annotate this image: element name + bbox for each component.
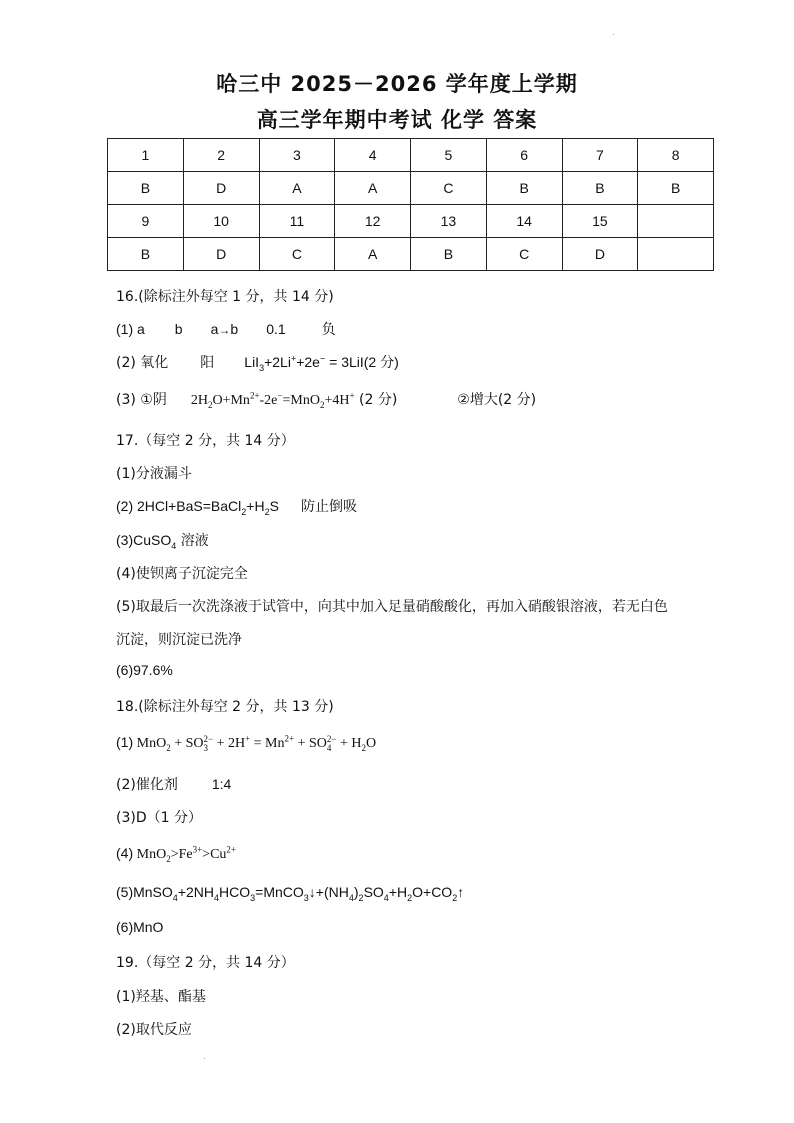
question-number-cell: 1: [108, 139, 184, 172]
question-number-cell: 9: [108, 205, 184, 238]
eq-part: =MnO: [282, 393, 320, 408]
eq-part: O: [365, 736, 377, 751]
answer-cell: B: [486, 172, 562, 205]
eq-sub: 2: [207, 399, 213, 410]
eq-sub: 2: [241, 506, 247, 517]
q18-2-ratio: 1:4: [211, 776, 232, 792]
q16-2-yang: 阳: [200, 355, 215, 371]
page-title: 哈三中 2025－2026 学年度上学期: [216, 72, 578, 96]
answer-cell: B: [108, 172, 184, 205]
question-number-cell: 12: [335, 205, 411, 238]
eq-part: (5)MnSO: [116, 884, 173, 900]
eq-part: MnO: [133, 847, 167, 862]
page-subtitle: 高三学年期中考试 化学 答案: [256, 108, 538, 132]
eq-sub: 4: [383, 892, 389, 903]
eq-part: +4H: [324, 393, 350, 408]
q16-1-ab-a: a: [210, 321, 219, 337]
question-number-cell: 11: [259, 205, 335, 238]
question-number-cell: 7: [562, 139, 638, 172]
q16-3-second: ②增大(2 分): [457, 392, 537, 408]
q17-answer-3: [116, 530, 209, 550]
eq-part: (3)CuSO: [116, 532, 172, 548]
q17-2-note: 防止倒吸: [300, 499, 357, 515]
eq-part: (4): [116, 845, 134, 861]
eq-sub: 4: [326, 742, 332, 753]
question-number-row: [108, 139, 714, 172]
question-number-cell: 14: [486, 205, 562, 238]
q18-answer-1: [116, 734, 376, 753]
eq-sub: 4: [171, 540, 177, 551]
question-number-cell: 8: [638, 139, 714, 172]
q16-1-neg: 负: [321, 322, 336, 338]
answer-cell: B: [411, 238, 487, 271]
answer-cell: [638, 238, 714, 271]
q17-answer-1: (1)分液漏斗: [116, 466, 192, 482]
q16-3-label: (3) ①阴: [116, 392, 167, 408]
eq-part: + H: [336, 736, 362, 751]
eq-part: -2e: [259, 393, 278, 408]
eq-part: (2) 2HCl+BaS=BaCl: [116, 498, 242, 514]
answer-table: [107, 138, 714, 271]
q18-answer-5: [116, 884, 465, 903]
q19-answer-2: (2)取代反应: [116, 1022, 192, 1038]
eq-sub: 4: [348, 892, 354, 903]
answer-cell: A: [335, 172, 411, 205]
scan-dot: [204, 1058, 205, 1059]
q18-answer-6: (6)MnO: [116, 919, 164, 935]
eq-part: + 2H: [213, 736, 246, 751]
eq-part: ↑: [457, 884, 465, 900]
eq-part: O+Mn: [212, 393, 250, 408]
q16-1-label: (1) a: [116, 321, 145, 337]
eq-sub: 4: [214, 892, 220, 903]
q16-heading: 16.(除标注外每空 1 分，共 14 分): [116, 289, 334, 305]
q19-heading: 19.（每空 2 分，共 14 分）: [116, 955, 295, 971]
eq-sup: −: [319, 353, 326, 364]
q19-answer-1: (1)羟基、酯基: [116, 989, 206, 1005]
eq-sup: +: [245, 733, 251, 744]
answer-cell: C: [259, 238, 335, 271]
q17-answer-2: [116, 496, 357, 516]
q17-heading: 17.（每空 2 分，共 14 分）: [116, 433, 295, 449]
eq-part: >Fe: [170, 847, 193, 862]
eq-sub: 3: [303, 892, 309, 903]
eq-sub: 2: [264, 506, 270, 517]
eq-part: O+CO: [412, 884, 453, 900]
answer-cell: D: [183, 238, 259, 271]
eq-part: ↓+(NH: [308, 884, 349, 900]
eq-part: = Mn: [250, 736, 285, 751]
answer-cell: D: [183, 172, 259, 205]
q17-answer-4: (4)使钡离子沉淀完全: [116, 566, 248, 582]
answer-cell: A: [335, 238, 411, 271]
eq-part: +2Li: [264, 354, 291, 370]
answer-cell: B: [638, 172, 714, 205]
eq-sup: 2−: [203, 733, 214, 744]
q16-3-equation: [190, 390, 355, 410]
answer-cell: B: [108, 238, 184, 271]
eq-part: LiI: [244, 354, 260, 370]
q18-heading: 18.(除标注外每空 2 分，共 13 分): [116, 699, 334, 715]
scan-dot: [613, 34, 614, 35]
eq-part: =MnCO: [255, 884, 304, 900]
eq-part: +H: [388, 884, 408, 900]
eq-sup: 2+: [226, 844, 236, 855]
eq-part: +H: [246, 498, 265, 514]
q16-answer-1: [116, 319, 336, 339]
eq-sub: 2: [407, 892, 413, 903]
q16-2-label: (2) 氧化: [116, 355, 169, 371]
question-number-cell: 15: [562, 205, 638, 238]
question-number-cell: 6: [486, 139, 562, 172]
eq-part: + SO: [170, 736, 204, 751]
eq-sup: 2−: [326, 733, 337, 744]
eq-part: +2e: [296, 354, 320, 370]
question-number-cell: 5: [411, 139, 487, 172]
q18-answer-2: [116, 774, 231, 794]
eq-part: S: [269, 498, 279, 514]
answer-cell: C: [411, 172, 487, 205]
answer-cell: A: [259, 172, 335, 205]
q16-1-value: 0.1: [266, 321, 286, 337]
q17-answer-5-line1: (5)取最后一次洗涤液于试管中，向其中加入足量硝酸酸化，再加入硝酸银溶液，若无白色: [116, 599, 668, 615]
q17-answer-5-line2: 沉淀，则沉淀已洗净: [116, 632, 242, 648]
eq-sup: +: [349, 390, 355, 401]
eq-part: MnO: [133, 736, 167, 751]
q18-answer-3: (3)D（1 分）: [116, 810, 202, 826]
eq-part: >Cu: [202, 847, 227, 862]
eq-part: SO: [363, 884, 384, 900]
answer-cell: B: [562, 172, 638, 205]
eq-sub: 2: [166, 742, 171, 753]
q18-answer-4: [116, 845, 236, 863]
q18-1-equation: [133, 733, 377, 753]
arrow-icon: →: [218, 323, 231, 337]
q18-4-expression: [133, 844, 236, 864]
question-number-cell: 3: [259, 139, 335, 172]
answer-cell: C: [486, 238, 562, 271]
eq-sub: 3: [259, 362, 265, 373]
eq-sub: 4: [172, 892, 178, 903]
eq-sup: 2+: [249, 390, 260, 401]
eq-part: (1): [116, 734, 134, 750]
eq-part: + SO: [294, 736, 327, 751]
question-number-cell: 2: [183, 139, 259, 172]
answer-row: [108, 172, 714, 205]
eq-sub: 2: [361, 742, 366, 753]
eq-sup: 3+: [192, 844, 203, 855]
question-number-cell: [638, 205, 714, 238]
eq-sup: −: [277, 390, 283, 401]
eq-sup: 2+: [284, 733, 295, 744]
eq-part: 溶液: [176, 533, 209, 549]
q18-2-label: (2)催化剂: [116, 777, 178, 793]
q16-2-equation: [244, 353, 399, 373]
eq-part: 2H: [190, 393, 208, 408]
q16-answer-2: [116, 352, 399, 372]
eq-sub: 2: [319, 399, 325, 410]
eq-sub: 2: [166, 853, 171, 864]
q16-1-b: b: [174, 321, 183, 337]
question-number-cell: 13: [411, 205, 487, 238]
answer-row: [108, 238, 714, 271]
question-number-row: [108, 205, 714, 238]
question-number-cell: 4: [335, 139, 411, 172]
question-number-cell: 10: [183, 205, 259, 238]
eq-sub: 3: [203, 742, 208, 753]
q17-answer-6: (6)97.6%: [116, 662, 173, 678]
eq-sub: 3: [250, 892, 256, 903]
q16-1-ab-b: b: [230, 321, 239, 337]
eq-part: HCO: [219, 884, 251, 900]
q16-answer-3: [116, 389, 536, 409]
eq-sup: +: [290, 353, 297, 364]
answer-cell: D: [562, 238, 638, 271]
eq-part: ): [353, 884, 359, 900]
eq-part: +2NH: [177, 884, 214, 900]
q16-3-score: (2 分): [354, 392, 398, 408]
eq-sub: 2: [358, 892, 364, 903]
eq-sub: 2: [452, 892, 458, 903]
eq-part: = 3LiI(2 分): [325, 354, 399, 370]
